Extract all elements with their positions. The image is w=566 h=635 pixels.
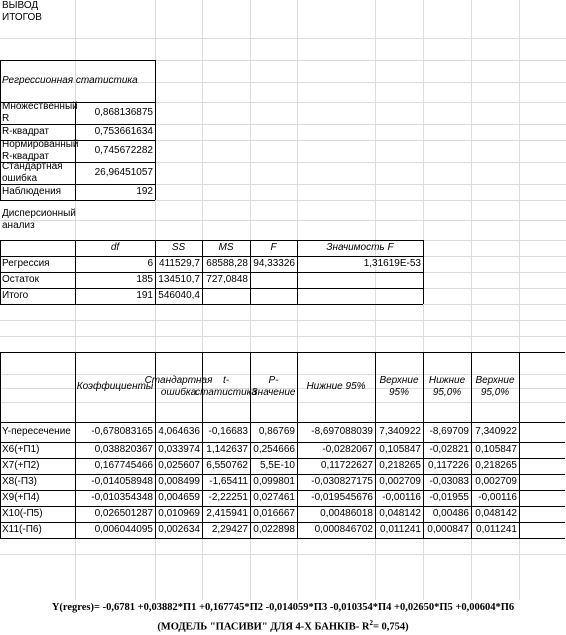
coef-cell[interactable]: 0,11722627 [320, 460, 373, 471]
coef-cell[interactable]: -0,0282067 [322, 444, 373, 455]
coef-cell[interactable]: 0,033974 [158, 444, 200, 455]
border-line [0, 102, 155, 103]
coef-cell[interactable]: 0,010969 [158, 508, 200, 519]
coef-cell[interactable]: 0,048142 [475, 508, 517, 519]
border-line [202, 352, 203, 538]
anova-row-label: Остаток [2, 274, 39, 285]
anova-cell[interactable]: 68588,28 [206, 258, 248, 269]
caption-suffix: = 0,754) [372, 621, 409, 633]
caption-prefix: (МОДЕЛЬ "ПАСИВИ" ДЛЯ 4-Х БАНКІВ- R [157, 621, 370, 633]
coef-cell[interactable]: 0,099801 [253, 476, 295, 487]
gridline [0, 220, 566, 221]
coef-row-label: X8(-П3) [2, 476, 37, 487]
anova-header: Значимость F [326, 242, 394, 253]
border-line [0, 60, 1, 200]
coef-cell[interactable]: 0,011241 [476, 524, 517, 535]
coef-header: Верхние 95% [379, 375, 419, 398]
anova-header: df [110, 242, 120, 253]
border-line [423, 240, 424, 304]
coef-cell[interactable]: 0,218265 [379, 460, 421, 471]
coef-cell[interactable]: -0,030827175 [311, 476, 373, 487]
stat-label: Стандартная ошибка [2, 161, 63, 184]
coef-header: Нижние 95,0% [428, 375, 466, 398]
coef-cell[interactable]: 0,002709 [475, 476, 517, 487]
coef-row-label: X11(-П6) [2, 524, 42, 535]
coef-cell[interactable]: 1,142637 [206, 444, 248, 455]
stat-label: R-квадрат [2, 126, 50, 137]
coef-cell[interactable]: 0,025607 [158, 460, 200, 471]
border-line [471, 352, 472, 538]
coef-cell[interactable]: 7,340922 [475, 426, 517, 437]
anova-row-label: Регрессия [2, 258, 50, 269]
coef-cell[interactable]: 5,5E-10 [259, 460, 295, 471]
coef-cell[interactable]: -0,010354348 [91, 492, 153, 503]
caption-superscript: 2 [369, 619, 373, 627]
border-line [423, 352, 424, 538]
coef-row-label: Y-пересечение [2, 426, 71, 437]
title-line: ВЫВОД [2, 0, 39, 11]
title-line: ИТОГОВ [2, 12, 42, 23]
coef-cell[interactable]: -0,01955 [429, 492, 469, 503]
coef-cell[interactable]: -0,678083165 [91, 426, 153, 437]
border-line [75, 352, 76, 538]
border-line [0, 538, 565, 539]
anova-header: F [270, 242, 277, 253]
coef-cell[interactable]: -1,65411 [209, 476, 248, 487]
stat-value[interactable]: 0,868136875 [94, 107, 153, 118]
coef-row-label: X10(-П5) [2, 508, 43, 519]
border-line [0, 288, 423, 289]
anova-title: Дисперсионный анализ [2, 208, 76, 231]
border-line [0, 60, 155, 61]
border-line [0, 352, 565, 353]
border-line [0, 256, 423, 257]
coef-cell[interactable]: 0,006044095 [94, 524, 153, 535]
coef-cell[interactable]: 0,254666 [253, 444, 295, 455]
border-line [0, 304, 423, 305]
border-line [250, 352, 251, 538]
coef-row-label: X7(+П2) [2, 460, 40, 471]
coef-row-label: X9(+П4) [2, 492, 40, 503]
coef-cell[interactable]: 0,011241 [380, 524, 421, 535]
coef-cell[interactable]: 0,002709 [379, 476, 421, 487]
border-line [375, 352, 376, 538]
border-line [0, 140, 155, 141]
border-line [155, 60, 156, 200]
stat-label: Нормированный R-квадрат [2, 139, 79, 162]
coef-cell[interactable]: 0,218265 [475, 460, 517, 471]
coef-cell[interactable]: 0,117226 [428, 460, 469, 471]
coef-cell[interactable]: -0,00116 [382, 492, 421, 503]
anova-cell[interactable]: 546040,4 [158, 290, 200, 301]
coef-cell[interactable]: -0,16683 [208, 426, 248, 437]
regression-equation: Y(regres)= -0,6781 +0,03882*П1 +0,167745*П2 -0,014059*П3 -0,010354*П4 +0,02650*П5 +0,00604*П6 [51, 602, 515, 613]
coef-cell[interactable]: 0,00486 [432, 508, 469, 519]
coef-cell[interactable]: 6,550762 [206, 460, 248, 471]
regression-stats-header: Регрессионная статистика [2, 75, 138, 86]
border-line [0, 506, 565, 507]
coef-cell[interactable]: 2,29427 [211, 524, 248, 535]
gridline [0, 320, 566, 321]
border-line [0, 490, 565, 491]
coef-cell[interactable]: -0,02821 [429, 444, 469, 455]
coef-cell[interactable]: 0,022898 [253, 524, 295, 535]
coef-cell[interactable]: 2,415941 [206, 508, 248, 519]
coef-cell[interactable]: 0,000846702 [314, 524, 373, 535]
coef-cell[interactable]: 0,027461 [253, 492, 295, 503]
coef-cell[interactable]: 0,86769 [258, 426, 295, 437]
coef-cell[interactable]: -0,00116 [478, 492, 517, 503]
coef-row-label: X6(+П1) [2, 444, 40, 455]
coef-cell[interactable]: -8,69709 [429, 426, 469, 437]
coef-cell[interactable]: 0,00486018 [320, 508, 373, 519]
coef-cell[interactable]: 0,016667 [253, 508, 295, 519]
anova-cell[interactable]: 727,0848 [206, 274, 248, 285]
anova-row-label: Итого [2, 290, 29, 301]
anova-cell[interactable] [297, 288, 423, 304]
coef-cell[interactable]: 0,048142 [379, 508, 421, 519]
anova-cell[interactable] [202, 288, 250, 304]
coef-header: t-статистика [195, 375, 257, 398]
border-line [0, 352, 1, 538]
anova-cell[interactable] [250, 272, 297, 288]
stat-value[interactable]: 26,96451057 [94, 167, 153, 178]
anova-cell[interactable] [297, 272, 423, 288]
border-line [0, 272, 423, 273]
border-line [0, 162, 155, 163]
border-line [0, 184, 155, 185]
coef-cell[interactable]: -2,22251 [208, 492, 248, 503]
anova-cell[interactable] [250, 288, 297, 304]
coef-cell[interactable]: 0,167745466 [94, 460, 153, 471]
coef-cell[interactable]: 0,105847 [379, 444, 421, 455]
border-line [0, 458, 565, 459]
border-line [0, 522, 565, 523]
anova-cell[interactable]: 185 [136, 274, 153, 285]
stat-value[interactable]: 0,745672282 [94, 145, 153, 156]
anova-cell[interactable]: 94,33326 [253, 258, 295, 269]
anova-header: SS [171, 242, 186, 253]
stat-value[interactable]: 192 [136, 186, 153, 197]
coef-cell[interactable]: 0,000847 [427, 524, 469, 535]
coef-header: Нижние 95% [306, 381, 366, 392]
stat-label: Множественный R [2, 101, 78, 124]
border-line [0, 442, 565, 443]
coef-header: P-Значение [251, 375, 296, 398]
border-line [519, 352, 520, 538]
border-line [297, 352, 298, 538]
coef-cell[interactable]: -0,019545676 [311, 492, 373, 503]
stat-label: Наблюдения [2, 186, 62, 197]
coef-cell[interactable]: 4,064636 [158, 426, 200, 437]
model-caption [0, 619, 566, 633]
coef-cell[interactable]: 0,026501287 [94, 508, 153, 519]
coef-cell[interactable]: -0,014058948 [91, 476, 153, 487]
coef-cell[interactable]: -0,03083 [429, 476, 469, 487]
anova-header: MS [218, 242, 234, 253]
border-line [0, 124, 155, 125]
coef-header: Стандартная ошибка [144, 375, 213, 398]
border-line [155, 352, 156, 538]
anova-cell[interactable]: 6 [147, 258, 153, 269]
coef-cell[interactable]: 0,038820367 [94, 444, 153, 455]
title-line-1 [0, 0, 75, 60]
coef-cell[interactable]: 7,340922 [379, 426, 421, 437]
anova-cell[interactable]: 1,31619E-53 [363, 258, 421, 269]
coef-cell[interactable]: 0,008499 [158, 476, 200, 487]
coef-header: Коэффициенты [76, 381, 154, 392]
border-line [75, 102, 76, 200]
gridline [0, 336, 566, 337]
gridline [0, 554, 566, 555]
border-line [0, 422, 565, 423]
border-line [0, 474, 565, 475]
anova-cell[interactable]: 191 [136, 290, 153, 301]
gridline [0, 38, 566, 39]
coef-cell[interactable]: 0,105847 [475, 444, 517, 455]
coef-cell[interactable]: 0,004659 [158, 492, 200, 503]
coef-header: Верхние 95,0% [475, 375, 515, 398]
coef-cell[interactable]: 0,002634 [158, 524, 200, 535]
coef-cell[interactable]: -8,697088039 [311, 426, 373, 437]
anova-cell[interactable]: 134510,7 [158, 274, 200, 285]
anova-cell[interactable]: 411529,7 [159, 258, 200, 269]
border-line [0, 240, 423, 241]
stat-value[interactable]: 0,753661634 [94, 126, 153, 137]
